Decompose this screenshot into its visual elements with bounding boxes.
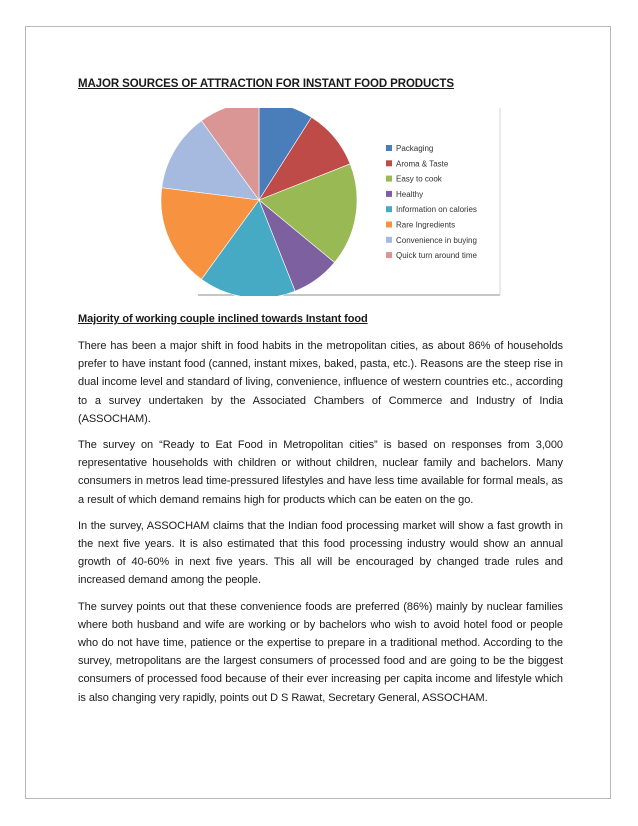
legend-swatch xyxy=(386,222,392,228)
legend-label: Information on calories xyxy=(396,205,477,215)
legend-label: Aroma & Taste xyxy=(396,159,449,169)
document-title: MAJOR SOURCES OF ATTRACTION FOR INSTANT FOOD PRODUCTS xyxy=(78,78,454,90)
legend-swatch xyxy=(386,160,392,166)
legend-swatch xyxy=(386,191,392,197)
paragraph: The survey on “Ready to Eat Food in Metropolitan cities” is based on responses from 3,000 representative households with children or without children, nuclear family and bachelors. Many consumers in metros lead time-pressured lifestyles and have less time available for formal meals, as a result of which demand remains high for products which can be eaten on the go. xyxy=(78,439,563,506)
legend-label: Quick turn around time xyxy=(396,251,477,261)
legend-swatch xyxy=(386,252,392,258)
paragraph: In the survey, ASSOCHAM claims that the Indian food processing market will show a fast growth in the next five years. It is also estimated that this food processing industry would show an annual growth of 40-60% in next five years. This all will be encouraged by changed trade rules and increased demand among the people. xyxy=(78,519,563,587)
pie-chart-svg xyxy=(138,108,501,296)
pie-chart xyxy=(138,108,501,296)
legend-label: Convenience in buying xyxy=(396,235,477,245)
legend-label: Rare Ingredients xyxy=(396,220,456,230)
section-heading: Majority of working couple inclined towards Instant food xyxy=(78,313,368,325)
body-text xyxy=(78,337,563,715)
legend-swatch xyxy=(386,237,392,243)
legend-swatch xyxy=(386,176,392,182)
legend-label: Easy to cook xyxy=(396,174,442,184)
paragraph: There has been a major shift in food habits in the metropolitan cities, as about 86% of households prefer to have instant food (canned, instant mixes, baked, pasta, etc.). Reasons are the steep rise in dual income level and standard of living, convenience, influence of western countries etc., according to a survey undertaken by the Associated Chambers of Commerce and Industry of India (ASSOCHAM). xyxy=(78,340,563,425)
paragraph: The survey points out that these convenience foods are preferred (86%) mainly by nuclear families where both husband and wife are working or by bachelors who wish to avoid hotel food or people who do not have time, patience or the expertise to prepare in a traditional method. According to the survey, metropolitans are the largest consumers of processed food and are going to be the biggest consumers of processed food because of their ever increasing per capita income and lifestyle which is also changing very rapidly, points out D S Rawat, Secretary General, ASSOCHAM. xyxy=(78,600,563,704)
legend-swatch xyxy=(386,145,392,151)
legend-label: Healthy xyxy=(396,189,424,199)
legend-swatch xyxy=(386,206,392,212)
legend-label: Packaging xyxy=(396,144,434,153)
